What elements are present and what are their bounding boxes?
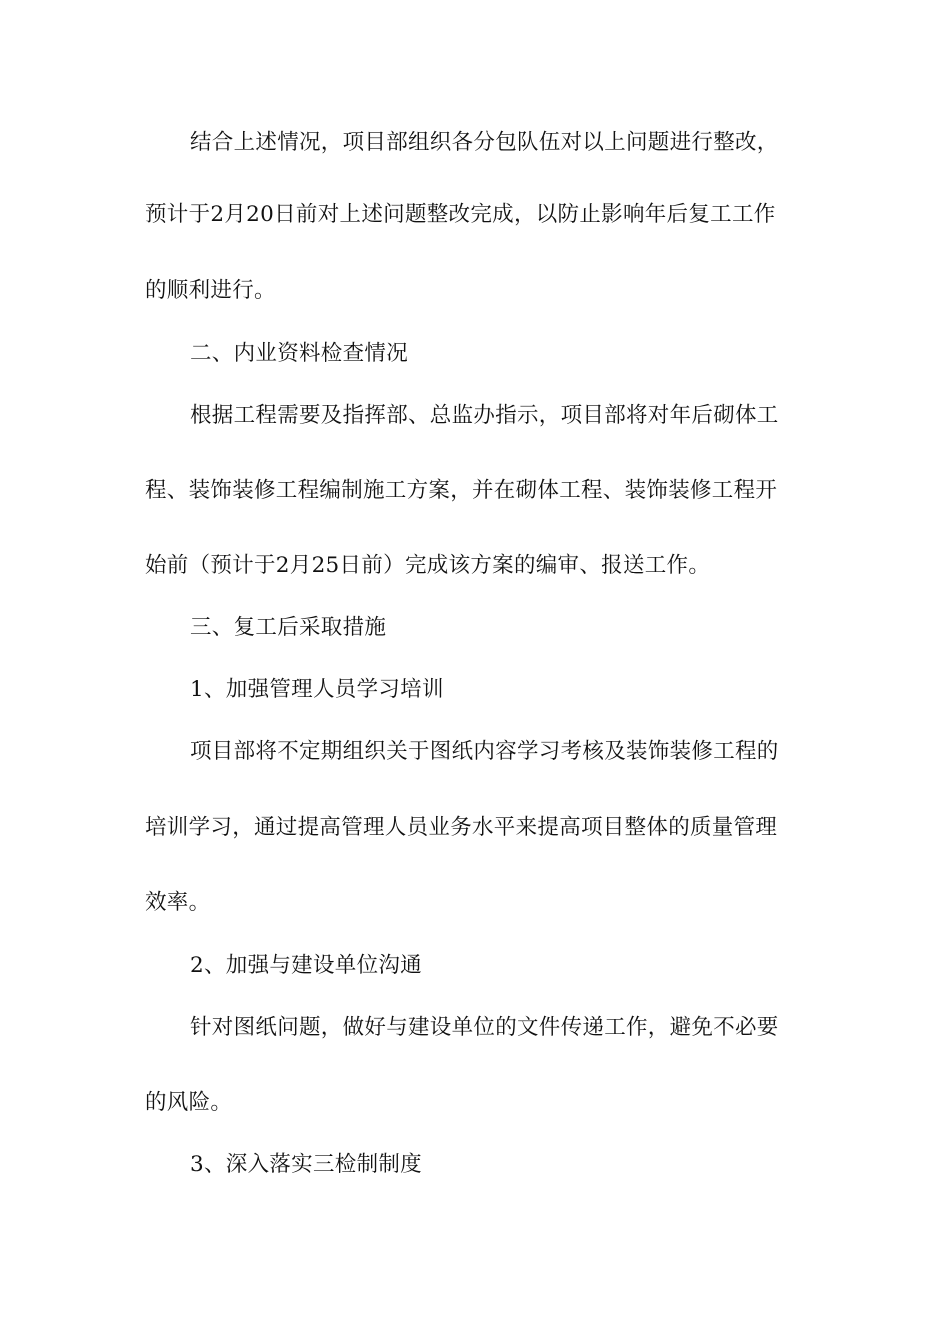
paragraph-construction-plan-line-3: 始前（预计于2月25日前）完成该方案的编审、报送工作。 (145, 553, 711, 578)
section-heading-post-resumption-measures: 三、复工后采取措施 (190, 615, 387, 640)
paragraph-rectification-line-3: 的顺利进行。 (145, 278, 276, 303)
paragraph-rectification-line-2: 预计于2月20日前对上述问题整改完成，以防止影响年后复工工作 (145, 202, 776, 227)
paragraph-construction-plan-line-2: 程、装饰装修工程编制施工方案，并在砌体工程、装饰装修工程开 (145, 478, 778, 503)
paragraph-training-line-2: 培训学习，通过提高管理人员业务水平来提高项目整体的质量管理 (145, 815, 778, 840)
paragraph-training-line-1: 项目部将不定期组织关于图纸内容学习考核及装饰装修工程的 (190, 739, 779, 764)
paragraph-training-line-3: 效率。 (145, 890, 211, 915)
paragraph-communication-line-1: 针对图纸问题，做好与建设单位的文件传递工作，避免不必要 (190, 1015, 779, 1040)
subheading-client-communication: 2、加强与建设单位沟通 (190, 953, 422, 978)
subheading-management-training: 1、加强管理人员学习培训 (190, 677, 444, 702)
paragraph-rectification-line-1: 结合上述情况，项目部组织各分包队伍对以上问题进行整改， (190, 130, 779, 155)
section-heading-internal-data-check: 二、内业资料检查情况 (190, 341, 409, 366)
subheading-three-inspection-system: 3、深入落实三检制制度 (190, 1152, 422, 1177)
paragraph-construction-plan-line-1: 根据工程需要及指挥部、总监办指示，项目部将对年后砌体工 (190, 403, 779, 428)
paragraph-communication-line-2: 的风险。 (145, 1090, 233, 1115)
